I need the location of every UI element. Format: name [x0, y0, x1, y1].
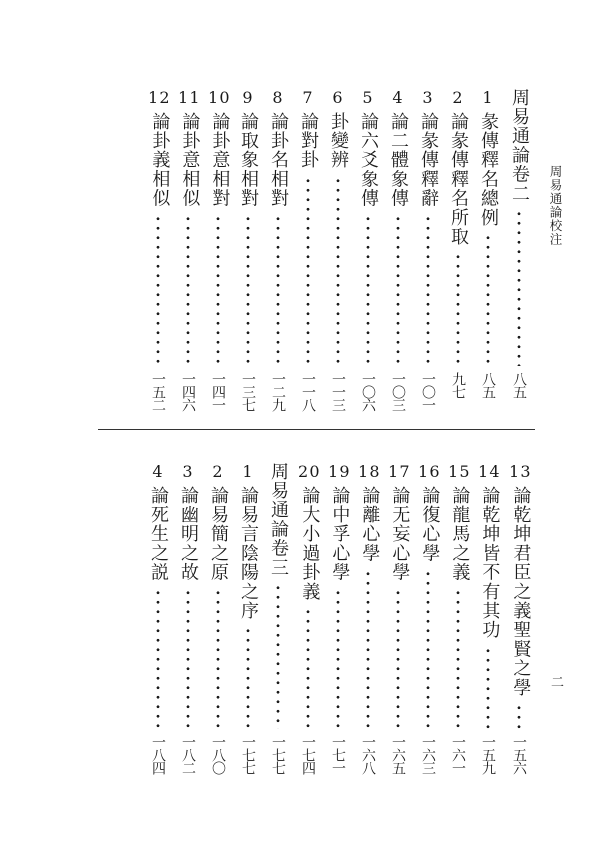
toc-entry-page: 一三七 [240, 372, 256, 411]
toc-entry-title: 論易簡之原 [208, 486, 229, 582]
dot-leader [298, 176, 318, 366]
toc-entry-heading [418, 462, 441, 563]
toc-entry-title: 論離心學 [359, 486, 381, 563]
toc-entry-heading [478, 88, 498, 227]
toc-entry-number: 4 [152, 462, 164, 481]
toc-entry-title: 論大小過卦義 [299, 486, 321, 602]
dot-leader [418, 569, 438, 729]
toc-entry-heading [358, 88, 378, 208]
toc-entry-number: 13 [509, 462, 532, 481]
toc-entry-page: 九七 [450, 372, 466, 398]
toc-entry-page: 一八二 [180, 735, 196, 774]
dot-leader [178, 214, 198, 366]
dot-leader [238, 626, 258, 729]
toc-entry-number: 2 [452, 88, 464, 107]
dot-leader [448, 252, 468, 366]
toc-entry-page: 一六八 [360, 735, 376, 774]
toc-entry-number: 2 [212, 462, 224, 481]
toc-entry-number: 6 [332, 88, 344, 107]
toc-entry-page: 一八〇 [210, 735, 226, 774]
toc-entry-title: 論二體象傳 [388, 112, 409, 208]
toc-entry-page: 一七七 [240, 735, 256, 774]
toc-entry-page: 一五二 [150, 372, 166, 411]
section-divider [98, 429, 535, 430]
toc-entry-heading [448, 462, 471, 582]
toc-entry-number: 20 [298, 462, 321, 481]
dot-leader [358, 569, 378, 729]
toc-entry-title: 論幽明之故 [178, 486, 199, 582]
toc-entry-heading [328, 462, 351, 582]
toc-entry-number: 7 [302, 88, 314, 107]
dot-leader [268, 583, 288, 729]
toc-entry-number: 8 [272, 88, 284, 107]
dot-leader [478, 233, 498, 366]
toc-entry-title: 論易言陰陽之序 [238, 486, 259, 621]
toc-entry-number: 15 [448, 462, 471, 481]
toc-entry-title: 論乾坤皆不有其功 [479, 486, 501, 640]
toc-entry-heading [478, 462, 501, 640]
toc-entry-title: 彖傳釋名總例 [478, 112, 499, 228]
toc-entry-page: 一五九 [480, 735, 496, 774]
dot-leader [448, 588, 468, 729]
dot-leader [238, 214, 258, 366]
toc-entry-number: 5 [362, 88, 374, 107]
toc-entry-page: 一一三 [330, 372, 346, 411]
toc-entry-number: 12 [148, 88, 171, 107]
toc-entry-page: 一六三 [420, 735, 436, 774]
toc-entry-number: 4 [392, 88, 404, 107]
toc-entry-page: 一〇三 [390, 372, 406, 411]
toc-entry-title: 論卦義相似 [149, 112, 171, 208]
toc-entry-page: 一四六 [180, 372, 196, 411]
toc-entry-page: 一五六 [511, 735, 527, 774]
toc-entry-heading [208, 462, 228, 582]
toc-entry-heading [509, 88, 529, 203]
toc-entry-number: 17 [388, 462, 411, 481]
page-number: 二 [548, 675, 563, 688]
toc-entry-page: 一〇一 [420, 372, 436, 411]
toc-entry-title: 周易通論卷三 [268, 462, 289, 578]
toc-entry-page: 八五 [511, 372, 527, 398]
toc-entry-heading [178, 88, 201, 208]
toc-entry-heading [208, 88, 231, 208]
dot-leader [478, 646, 498, 729]
toc-entry-number: 1 [242, 462, 254, 481]
toc-entry-heading [448, 88, 468, 246]
toc-entry-number: 10 [208, 88, 231, 107]
toc-entry-page: 一七四 [300, 735, 316, 774]
toc-entry-title: 論死生之説 [148, 486, 169, 582]
toc-entry-title: 論彖傳釋辭 [418, 112, 439, 208]
toc-entry-heading [388, 88, 408, 208]
toc-entry-title: 卦變辨 [328, 112, 349, 170]
toc-entry-title: 論卦意相對 [209, 112, 231, 208]
toc-entry-title: 論復心學 [419, 486, 441, 563]
dot-leader [298, 607, 318, 729]
toc-entry-page: 一八四 [150, 735, 166, 774]
toc-entry-heading [358, 462, 381, 563]
toc-entry-title: 論卦意相似 [179, 112, 201, 208]
toc-entry-number: 9 [242, 88, 254, 107]
toc-entry-page: 一六一 [450, 735, 466, 774]
toc-entry-page: 一六五 [390, 735, 406, 774]
toc-entry-number: 1 [482, 88, 494, 107]
toc-entry-heading [298, 462, 321, 601]
dot-leader [509, 209, 529, 366]
dot-leader [509, 703, 529, 729]
toc-entry-page: 一一八 [300, 372, 316, 411]
dot-leader [208, 214, 228, 366]
dot-leader [388, 214, 408, 366]
toc-entry-number: 14 [478, 462, 501, 481]
toc-entry-number: 11 [178, 88, 201, 107]
toc-entry-title: 論乾坤君臣之義聖賢之學 [510, 486, 532, 698]
dot-leader [268, 214, 288, 366]
toc-entry-number: 16 [418, 462, 441, 481]
toc-entry-title: 論无妄心學 [389, 486, 411, 582]
running-header: 周易通論校注 [548, 165, 563, 246]
toc-entry-heading [418, 88, 438, 208]
toc-entry-heading [509, 462, 532, 697]
toc-entry-heading [148, 88, 171, 208]
toc-entry-heading [178, 462, 198, 582]
toc-entry-number: 3 [182, 462, 194, 481]
toc-entry-title: 論卦名相對 [268, 112, 289, 208]
toc-entry-heading [298, 88, 318, 170]
dot-leader [418, 214, 438, 366]
toc-entry-page: 八五 [480, 372, 496, 398]
toc-entry-heading [388, 462, 411, 582]
toc-entry-heading [268, 462, 288, 577]
toc-entry-heading [238, 88, 258, 208]
toc-entry-heading [148, 462, 168, 582]
toc-entry-title: 論龍馬之義 [449, 486, 471, 582]
toc-entry-number: 3 [422, 88, 434, 107]
dot-leader [178, 588, 198, 729]
toc-entry-heading [268, 88, 288, 208]
toc-entry-heading [238, 462, 258, 620]
toc-entry-page: 一四一 [210, 372, 226, 411]
toc-entry-heading [328, 88, 348, 170]
dot-leader [328, 176, 348, 366]
dot-leader [358, 214, 378, 366]
dot-leader [208, 588, 228, 729]
toc-entry-title: 周易通論卷二 [509, 88, 530, 204]
toc-entry-page: 一〇六 [360, 372, 376, 411]
toc-entry-page: 一二九 [270, 372, 286, 411]
toc-entry-page: 一七一 [330, 735, 346, 774]
toc-entry-title: 論六爻象傳 [358, 112, 379, 208]
dot-leader [388, 588, 408, 729]
dot-leader [148, 588, 168, 729]
toc-entry-title: 論取象相對 [238, 112, 259, 208]
dot-leader [328, 588, 348, 729]
toc-entry-title: 論彖傳釋名所取 [448, 112, 469, 247]
dot-leader [148, 214, 168, 366]
toc-entry-number: 19 [328, 462, 351, 481]
toc-entry-page: 一七七 [270, 735, 286, 774]
toc-entry-title: 論對卦 [298, 112, 319, 170]
toc-entry-title: 論中孚心學 [329, 486, 351, 582]
toc-entry-number: 18 [358, 462, 381, 481]
